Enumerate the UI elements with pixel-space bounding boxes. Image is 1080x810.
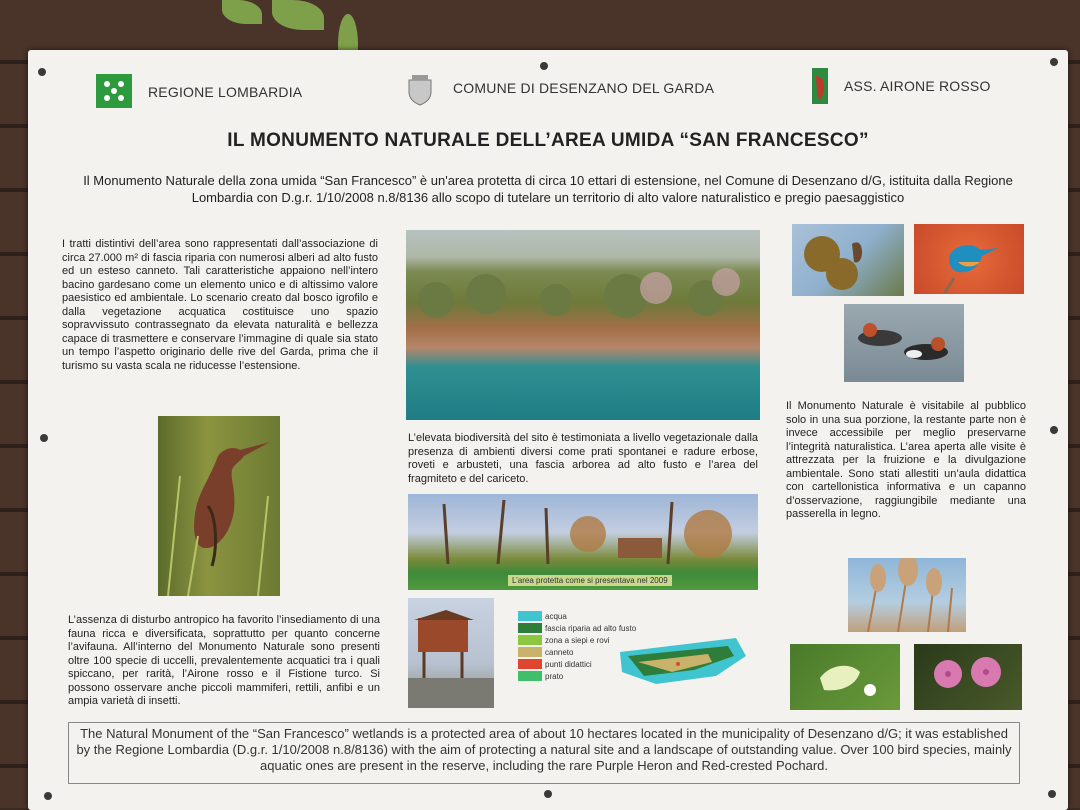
purple-heron-photo <box>158 416 280 596</box>
area-map <box>618 638 748 686</box>
screw <box>1050 426 1058 434</box>
airone-rosso-logo <box>812 68 828 104</box>
kingfisher-photo <box>914 224 1024 294</box>
reeds-photo <box>848 558 966 632</box>
text-visits: Il Monumento Naturale è visitabile al pubblico solo in una sua porzione, la restante parte non è invece accessibile per meglio preservarne l’integrità naturalistica. L’area aperta alle visite è attrezzata per la fruizione e la divulgazione ambientale. Sono stati allestiti un’aula didattica con cartellonistica informativa e un capanno d’osservazione, raggiungibile mediante una passerella in legno. <box>786 400 1026 520</box>
page-title: IL MONUMENTO NATURALE DELL’AREA UMIDA “SAN FRANCESCO” <box>227 130 869 151</box>
legend-label: canneto <box>545 647 574 657</box>
butterfly-photo <box>790 644 900 710</box>
header-regione: REGIONE LOMBARDIA <box>148 84 303 100</box>
english-summary: The Natural Monument of the “San Francesco” wetlands is a protected area of about 10 hectares located in the municipality of Desenzano d/G; it was established by the Regione Lombardia (D.g.r. 1/10/2008 n.8/8136) with the aim of protecting a natural site and a landscape of outstanding value. Over 100 bird species, mainly aquatic ones are present in the reserve, including the rare Purple Heron and Red-crested Pochard. <box>68 722 1020 784</box>
legend-label: prato <box>545 671 564 681</box>
comune-crest-icon <box>406 72 434 106</box>
legend-label: zona a siepi e rovi <box>545 635 610 645</box>
pochard-ducks-photo <box>844 304 964 382</box>
screw <box>38 68 46 76</box>
legend-label: fascia riparia ad alto fusto <box>545 623 637 633</box>
header-comune: COMUNE DI DESENZANO DEL GARDA <box>453 80 715 96</box>
legend-label: acqua <box>545 611 567 621</box>
protected-area-2009-photo <box>408 494 758 590</box>
legend-item <box>518 622 636 634</box>
header-association: ASS. AIRONE ROSSO <box>844 78 991 94</box>
screw <box>1050 58 1058 66</box>
wetland-photo <box>406 230 760 420</box>
photo-caption: L’area protetta come si presentava nel 2009 <box>508 575 672 586</box>
info-board <box>28 50 1068 810</box>
legend-label: punti didattici <box>545 659 592 669</box>
screw <box>40 434 48 442</box>
regione-lombardia-logo <box>96 74 132 108</box>
intro-text: Il Monumento Naturale della zona umida “San Francesco” è un'area protetta di circa 10 ettari di estensione, nel Comune di Desenzano d/G, istituita dalla Regione Lombardia con D.g.r. 1/10/2008 n.8/8136 allo scopo di tutelare un territorio di alto valore naturalistico e pregio paesaggistico <box>83 173 1013 205</box>
observation-hut-photo <box>408 598 494 708</box>
legend-item <box>518 610 636 622</box>
text-biodiversity: L’elevata biodiversità del sito è testimoniata a livello vegetazionale dalla presenza di ambienti diversi come prati spontanei e radure erbose, roveti e arbusteti, una fascia arborea ad alto fusto e l’area del fragmiteto e del cariceto. <box>408 432 758 485</box>
screw <box>544 790 552 798</box>
text-fauna: L’assenza di disturbo antropico ha favorito l’insediamento di una fauna ricca e diversificata, soprattutto per quanto concerne l’avifauna. All’interno del Monumento Naturale sono presenti oltre 100 specie di uccelli, prevalentemente acquatici tra i quali spiccano, per rarità, l’Airone rosso e il Fistione turco. Si possono osservare anche piccoli mammiferi, rettili, anfibi e un ampia varietà di insetti. <box>68 614 380 707</box>
tree-bird-photo <box>792 224 904 296</box>
text-characteristics: I tratti distintivi dell’area sono rappresentati dall’associazione di circa 27.000 m² di fascia riparia con numerosi alberi ad alto fusto ed un esteso canneto. Tali caratteristiche appaiono nell’intero bacino gardesano come un elemento unico e di altissimo valore paesistico ed ambientale. Lo scenario creato dal bosco igrofilo e dalla vegetazione acquatica costituisce uno spazio sopravvissuto contrassegnato da elevata naturalità e bellezza capace di trasmettere e conservare l’immagine di quale sia stato un tempo l’aspetto originario delle rive del Garda, prima che il turismo su vasta scala ne riducesse l’estensione. <box>62 238 378 372</box>
screw <box>1048 790 1056 798</box>
screw <box>540 62 548 70</box>
pink-flowers-photo <box>914 644 1022 710</box>
screw <box>44 792 52 800</box>
